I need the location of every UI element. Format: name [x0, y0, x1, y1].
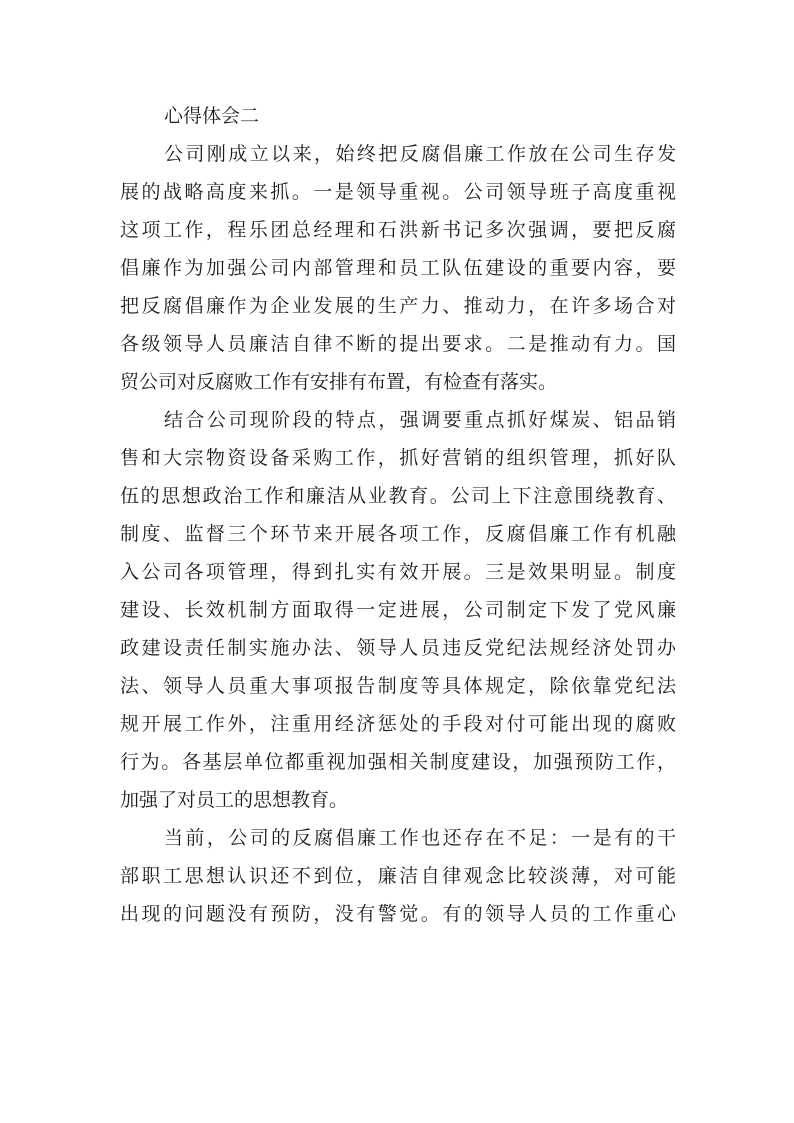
text-line: 伍的思想政治工作和廉洁从业教育。公司上下注意围绕教育、: [120, 485, 676, 507]
text-line: 建设、长效机制方面取得一定进展，公司制定下发了党风廉: [120, 599, 676, 621]
text-line: 制度、监督三个环节来开展各项工作，反腐倡廉工作有机融: [120, 523, 676, 545]
text-line: 当前，公司的反腐倡廉工作也还存在不足：一是有的干: [164, 827, 676, 849]
text-line: 出现的问题没有预防，没有警觉。有的领导人员的工作重心: [120, 903, 676, 925]
paragraph-2: [120, 401, 676, 819]
text-line: 公司刚成立以来，始终把反腐倡廉工作放在公司生存发: [164, 143, 676, 165]
text-line: 规开展工作外，注重用经济惩处的手段对付可能出现的腐败: [120, 713, 676, 735]
text-line: 结合公司现阶段的特点，强调要重点抓好煤炭、铝品销: [164, 409, 676, 431]
text-line: 行为。各基层单位都重视加强相关制度建设，加强预防工作，: [120, 751, 676, 773]
paragraph-1: [120, 135, 676, 401]
text-line: 这项工作，程乐团总经理和石洪新书记多次强调，要把反腐: [120, 219, 676, 241]
document-body: [120, 97, 676, 933]
text-line: 法、领导人员重大事项报告制度等具体规定，除依靠党纪法: [120, 675, 676, 697]
text-line: 各级领导人员廉洁自律不断的提出要求。二是推动有力。国: [120, 333, 676, 355]
paragraph-3: [120, 819, 676, 933]
text-line: 贸公司对反腐败工作有安排有布置，有检查有落实。: [120, 371, 558, 393]
text-line: 把反腐倡廉作为企业发展的生产力、推动力，在许多场合对: [120, 295, 676, 317]
text-line: 加强了对员工的思想教育。: [120, 789, 349, 811]
text-line: 部职工思想认识还不到位，廉洁自律观念比较淡薄，对可能: [120, 865, 676, 887]
text-line: 倡廉作为加强公司内部管理和员工队伍建设的重要内容，要: [120, 257, 676, 279]
text-line: 售和大宗物资设备采购工作，抓好营销的组织管理，抓好队: [120, 447, 676, 469]
text-line: 展的战略高度来抓。一是领导重视。公司领导班子高度重视: [120, 181, 676, 203]
section-heading: 心得体会二: [164, 105, 260, 127]
text-line: 入公司各项管理，得到扎实有效开展。三是效果明显。制度: [120, 561, 676, 583]
text-line: 政建设责任制实施办法、领导人员违反党纪法规经济处罚办: [120, 637, 676, 659]
